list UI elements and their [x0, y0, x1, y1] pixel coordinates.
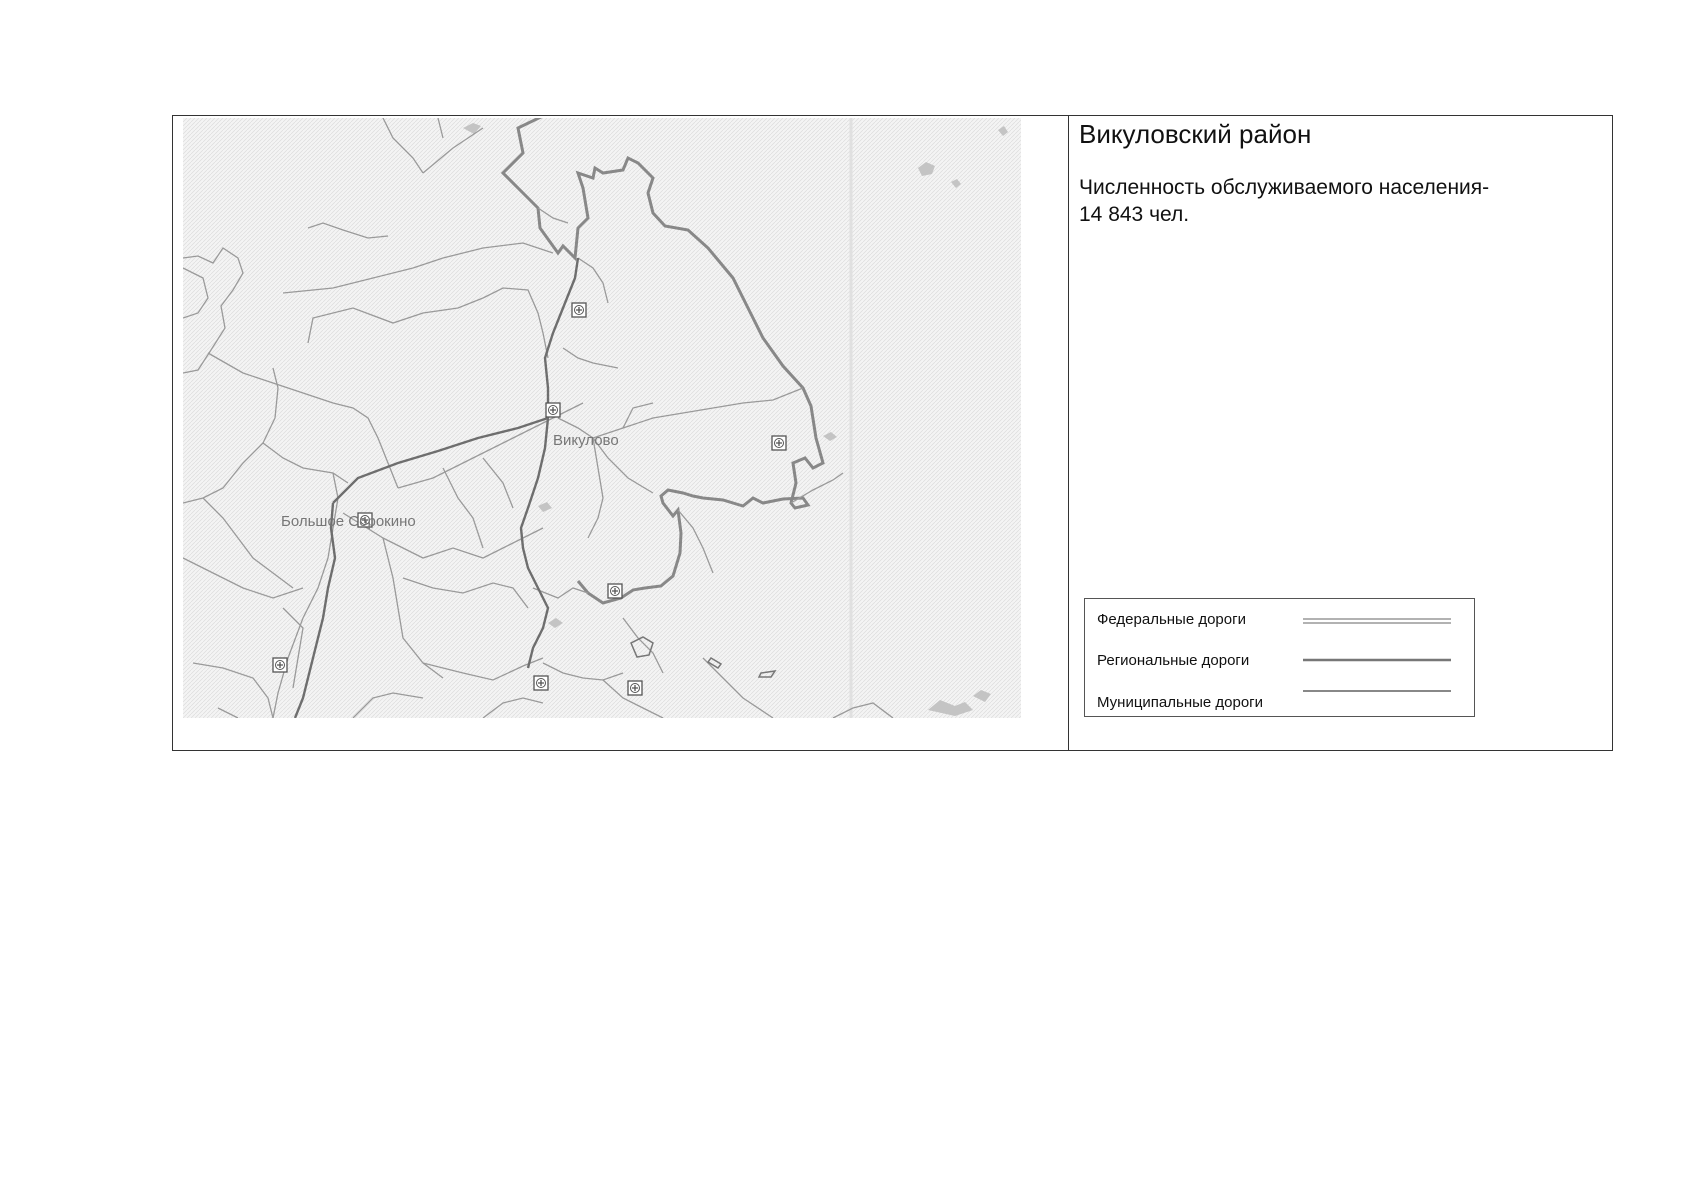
hospital-cross-icon — [273, 658, 287, 672]
legend-label: Региональные дороги — [1097, 652, 1250, 669]
district-title: Викуловский район — [1079, 119, 1312, 149]
map-background — [183, 118, 1021, 718]
legend-label: Муниципальные дороги — [1097, 694, 1264, 711]
place-label-bolshoe-sorokino: Большое Сорокино — [281, 513, 416, 530]
hospital-cross-icon — [534, 676, 548, 690]
map-panel[interactable] — [183, 118, 1021, 718]
legend-item-municipal — [1097, 694, 1467, 718]
hospital-cross-icon — [546, 403, 560, 417]
map-svg[interactable] — [183, 118, 1021, 718]
hospital-cross-icon — [572, 303, 586, 317]
legend-item-regional — [1097, 652, 1467, 676]
population-value: 14 843 чел. — [1079, 203, 1190, 226]
legend-swatch-federal — [1303, 617, 1451, 627]
legend-swatch-municipal — [1303, 686, 1451, 696]
legend-item-federal — [1097, 611, 1467, 635]
hospital-cross-icon — [628, 681, 642, 695]
population-block — [1079, 174, 1599, 228]
legend — [1084, 598, 1475, 717]
population-label: Численность обслуживаемого населения- — [1079, 176, 1490, 199]
legend-label: Федеральные дороги — [1097, 611, 1246, 628]
legend-swatch-regional — [1303, 655, 1451, 665]
panel-divider — [1068, 115, 1069, 751]
place-label-vikulovo: Викулово — [553, 432, 619, 449]
hospital-cross-icon — [608, 584, 622, 598]
hospital-cross-icon — [772, 436, 786, 450]
info-panel — [1079, 118, 1599, 228]
